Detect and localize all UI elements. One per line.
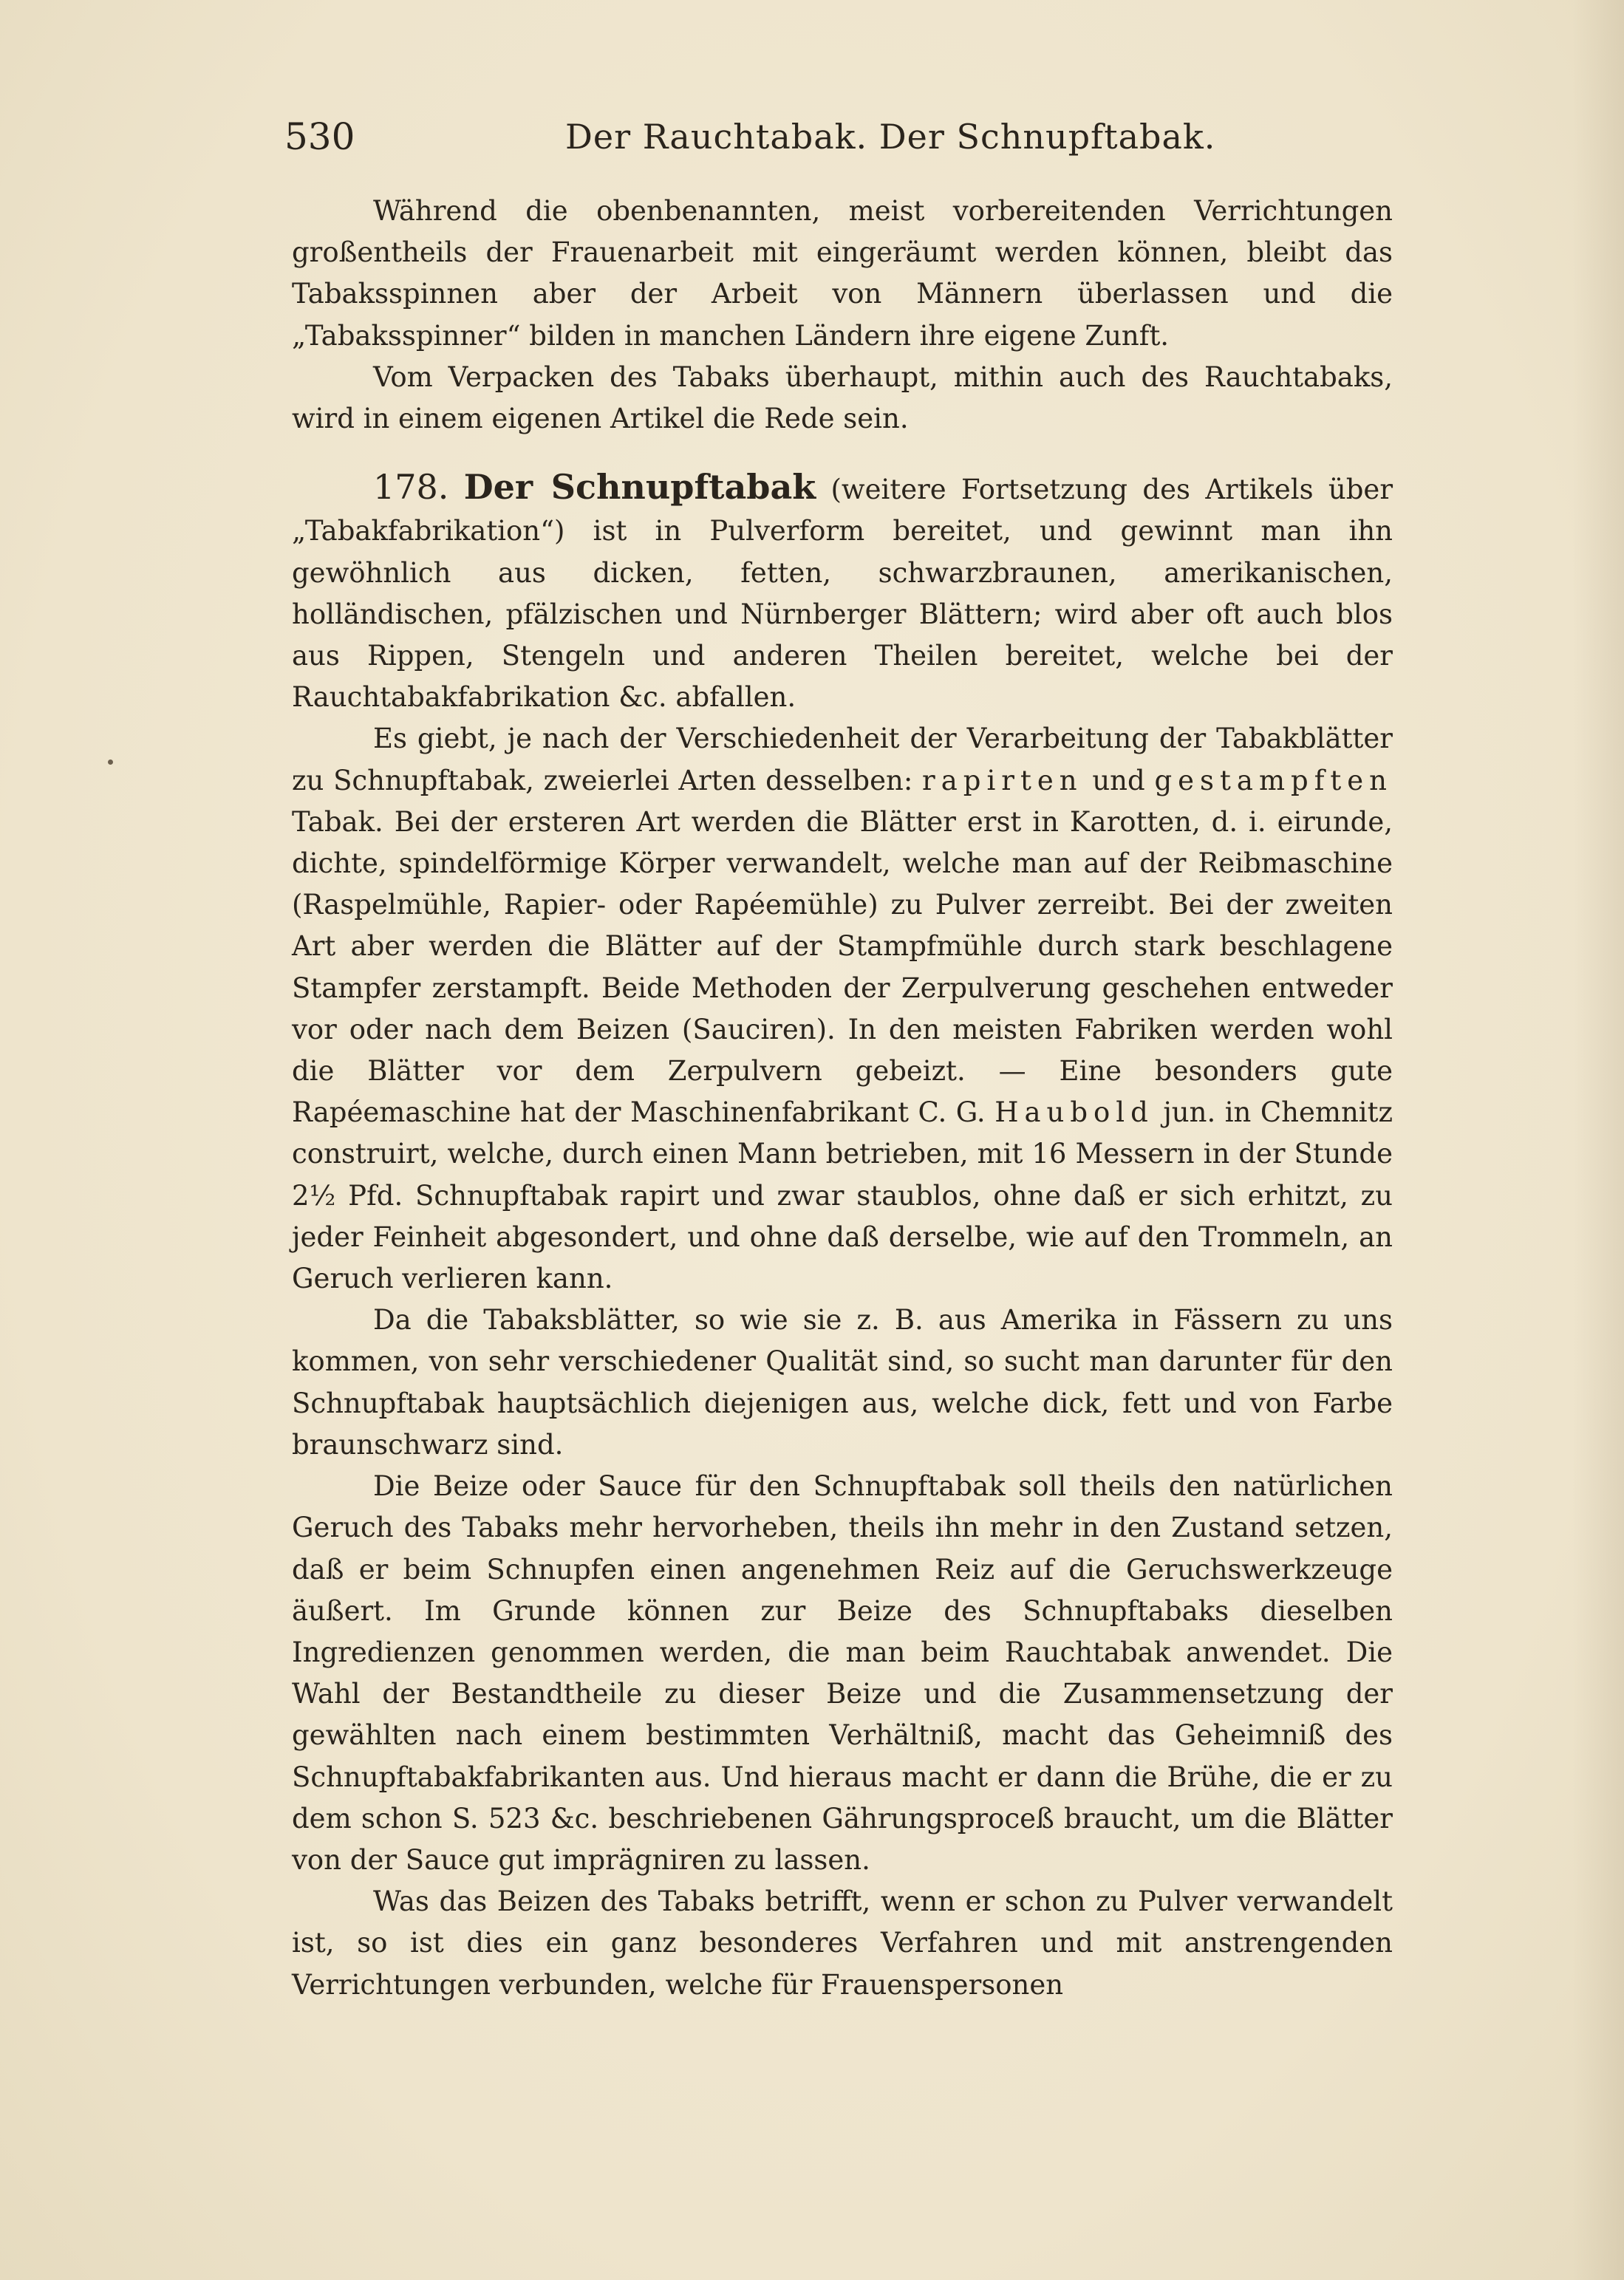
name-haubold: Haubold [994,1096,1154,1129]
margin-speck [108,760,113,765]
term-rapirten: rapirten [922,764,1083,796]
paragraph-6: Die Beize oder Sauce für den Schnupftabak soll theils den natürlichen Geruch des Tabaks mehr hervorheben, theils ihn mehr in den Zustand setzen, daß er beim Schnupfen einen angenehmen Reiz auf die Geruchswerkzeuge äußert. Im Grunde können zur Beize des Schnupftabaks dieselben Ingredienzen genommen werden, die man beim Rauchtabak anwendet. Die Wahl der Bestandtheile zu dieser Beize und die Zusammensetzung der gewählten nach einem bestimmten Verhältniß, macht das Geheimniß des Schnupftabakfabrikanten aus. Und hieraus macht er dann die Brühe, die er zu dem schon S. 523 &c. beschriebenen Gährungsproceß braucht, um die Blätter von der Sauce gut imprägniren zu lassen. [292,1470,1393,1876]
section-title: Der Schnupftabak [463,467,816,508]
paragraph-4-part-c: jun. in Chemnitz construirt, welche, durch einen Mann betrieben, mit 16 Messern in der Stunde 2½ Pfd. Schnupftabak rapirt und zwar staublos, ohne daß er sich erhitzt, zu jeder Feinheit abgesondert, und ohne daß derselbe, wie auf den Trommeln, an Geruch verlieren kann. [292,1096,1393,1295]
page-number: 530 [284,115,355,158]
section-178-paragraph [292,466,1393,718]
word-und: und [1092,764,1145,796]
term-gestampften: gestampften [1154,764,1393,796]
paragraph-7: Was das Beizen des Tabaks betrifft, wenn er schon zu Pulver verwandelt ist, so ist dies ein ganz besonderes Verfahren und mit anstrengenden Verrichtungen verbunden, welche für Frauenspersonen [292,1885,1393,2001]
page-header [284,111,1408,163]
body-text [292,191,1393,2006]
paragraph-4-part-a: Es giebt, je nach der Verschiedenheit der Verarbeitung der Tabakblätter zu Schnupftabak, zweierlei Arten desselben: [292,723,1393,796]
paragraph-1: Während die obenbenannten, meist vorbereitenden Verrichtungen großentheils der Frauenarbeit mit eingeräumt werden können, bleibt das Tabaksspinnen aber der Arbeit von Männern überlassen und die „Tabaksspinner“ bilden in manchen Ländern ihre eigene Zunft. [292,195,1393,352]
running-head: Der Rauchtabak. Der Schnupftabak. [565,117,1216,157]
section-number: 178. [373,467,449,508]
section-178-text: (weitere Fortsetzung des Artikels über „Tabakfabrikation“) ist in Pulverform bereitet, und gewinnt man ihn gewöhnlich aus dicken, fetten, schwarzbraunen, amerikanischen, holländischen, pfälzischen und Nürnberger Blättern; wird aber oft auch blos aus Rippen, Stengeln und anderen Theilen bereitet, welche bei der Rauchtabakfabrikation &c. abfallen. [292,474,1393,714]
paragraph-4-part-b: Tabak. Bei der ersteren Art werden die Blätter erst in Karotten, d. i. eirunde, dichte, spindelförmige Körper verwandelt, welche man auf der Reibmaschine (Raspelmühle, Rapier- oder Rapéemühle) zu Pulver zerreibt. Bei der zweiten Art aber werden die Blätter auf der Stampfmühle durch stark beschlagene Stampfer zerstampft. Beide Methoden der Zerpulverung geschehen entweder vor oder nach dem Beizen (Sauciren). In den meisten Fabriken werden wohl die Blätter vor dem Zerpulvern gebeizt. — Eine besonders gute Rapéemaschine hat der Maschinenfabrikant C. G. [292,805,1393,1129]
paragraph-4 [292,718,1393,1300]
paragraph-2: Vom Verpacken des Tabaks überhaupt, mithin auch des Rauchtabaks, wird in einem eigenen Artikel die Rede sein. [292,361,1393,435]
page-gutter-shadow [1572,0,1624,2280]
paragraph-5: Da die Tabaksblätter, so wie sie z. B. aus Amerika in Fässern zu uns kommen, von sehr verschiedener Qualität sind, so sucht man darunter für den Schnupftabak hauptsächlich diejenigen aus, welche dick, fett und von Farbe braunschwarz sind. [292,1304,1393,1461]
